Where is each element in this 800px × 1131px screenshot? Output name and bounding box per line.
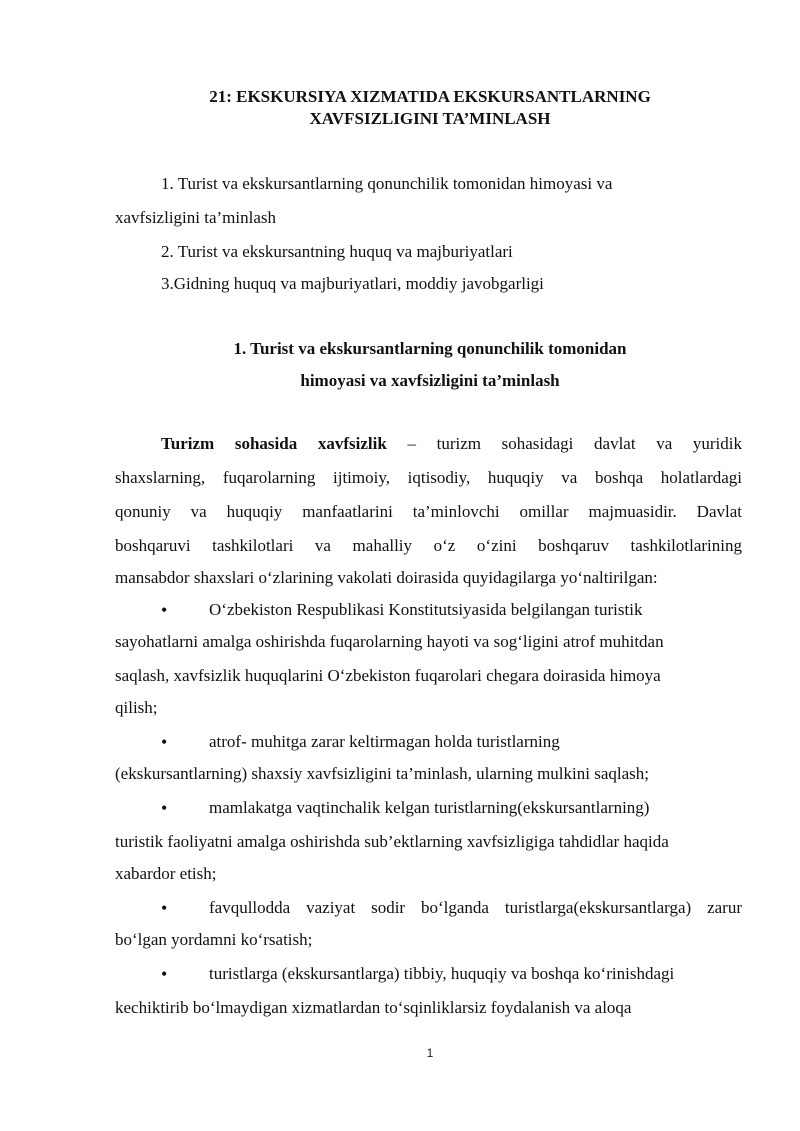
- bullet-3-text: mamlakatga vaqtinchalik kelgan turistlarning(ekskursantlarning): [209, 798, 650, 817]
- outline-item-3: 3.Gidning huquq va majburiyatlari, moddiy javobgarligi: [161, 274, 544, 293]
- bullet-marker: •: [161, 732, 168, 752]
- bullet-2-continued: (ekskursantlarning) shaxsiy xavfsizligini ta’minlash, ularning mulkini saqlash;: [115, 764, 649, 783]
- section-heading-line-2: himoyasi va xavfsizligini ta’minlash: [300, 371, 560, 390]
- outline-item-1-continued: xavfsizligini ta’minlash: [115, 208, 276, 227]
- document-title-line-1: 21: EKSKURSIYA XIZMATIDA EKSKURSANTLARNING: [209, 87, 651, 106]
- bullet-1-text: O‘zbekiston Respublikasi Konstitutsiyasida belgilangan turistik: [209, 600, 643, 619]
- bullet-1-continued: qilish;: [115, 698, 158, 717]
- bullet-marker: •: [161, 964, 168, 984]
- bullet-1-continued: saqlash, xavfsizlik huquqlarini O‘zbekiston fuqarolari chegara doirasida himoya: [115, 666, 661, 685]
- bullet-marker: •: [161, 798, 168, 818]
- bullet-1-continued: sayohatlarni amalga oshirishda fuqarolarning hayoti va sog‘ligini atrof muhitdan: [115, 632, 664, 651]
- bullet-3-continued: xabardor etish;: [115, 864, 217, 883]
- bullet-4-text: favqullodda vaziyat sodir bo‘lganda turistlarga(ekskursantlarga) zarur: [209, 898, 742, 917]
- paragraph-term: Turizm sohasida xavfsizlik: [161, 434, 387, 453]
- bullet-5-text: turistlarga (ekskursantlarga) tibbiy, huquqiy va boshqa ko‘rinishdagi: [209, 964, 675, 983]
- bullet-5-continued: kechiktirib bo‘lmaydigan xizmatlardan to‘sqinliklarsiz foydalanish va aloqa: [115, 998, 632, 1017]
- paragraph-line-2: shaxslarning, fuqarolarning ijtimoiy, iqtisodiy, huquqiy va boshqa holatlardagi: [115, 468, 742, 487]
- paragraph-line-3: qonuniy va huquqiy manfaatlarini ta’minlovchi omillar majmuasidir. Davlat: [115, 502, 742, 521]
- outline-item-1: 1. Turist va ekskursantlarning qonunchilik tomonidan himoyasi va: [161, 174, 613, 193]
- document-title-line-2: XAVFSIZLIGINI TA’MINLASH: [309, 109, 551, 128]
- bullet-marker: •: [161, 898, 168, 918]
- paragraph-line-5: mansabdor shaxslari o‘zlarining vakolati doirasida quyidagilarga yo‘naltirilgan:: [115, 568, 658, 587]
- page-number: 1: [426, 1046, 434, 1060]
- section-heading-line-1: 1. Turist va ekskursantlarning qonunchilik tomonidan: [233, 339, 627, 358]
- outline-item-2: 2. Turist va ekskursantning huquq va majburiyatlari: [161, 242, 513, 261]
- paragraph-line-4: boshqaruvi tashkilotlari va mahalliy o‘z o‘zini boshqaruv tashkilotlarining: [115, 536, 742, 555]
- paragraph-line-1: [161, 432, 742, 456]
- bullet-3-continued: turistik faoliyatni amalga oshirishda sub’ektlarning xavfsizligiga tahdidlar haqida: [115, 832, 669, 851]
- bullet-marker: •: [161, 600, 168, 620]
- bullet-2-text: atrof- muhitga zarar keltirmagan holda turistlarning: [209, 732, 560, 751]
- bullet-4-continued: bo‘lgan yordamni ko‘rsatish;: [115, 930, 313, 949]
- paragraph-line-1-rest: – turizm sohasidagi davlat va yuridik: [386, 434, 742, 453]
